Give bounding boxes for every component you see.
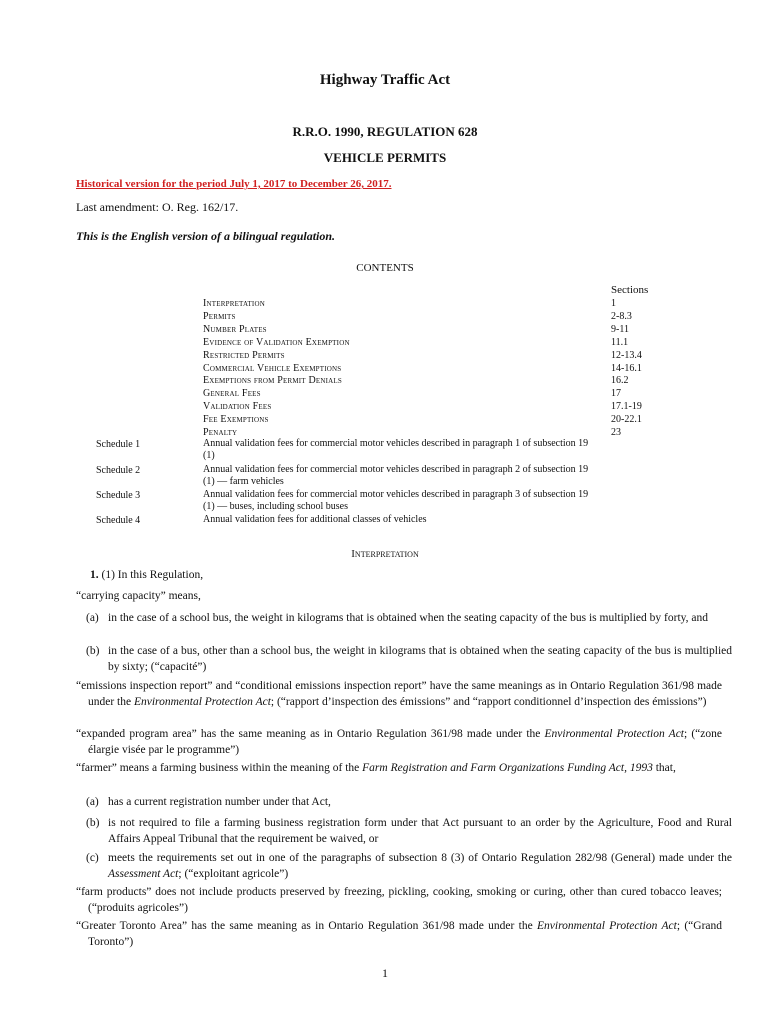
toc-entry-title[interactable]: Interpretation xyxy=(203,298,265,309)
act-name: Environmental Protection Act xyxy=(537,920,677,932)
definition-clause-a xyxy=(86,610,732,626)
toc-entry-title[interactable]: Commercial Vehicle Exemptions xyxy=(203,362,342,374)
farmer-clause-b xyxy=(86,815,732,847)
last-amendment: Last amendment: O. Reg. 162/17. xyxy=(76,200,239,214)
regulation-title: VEHICLE PERMITS xyxy=(323,150,447,165)
toc-entry-sections: 2-8.3 xyxy=(611,310,632,322)
definition-text: that, xyxy=(652,762,676,774)
definition-greater-toronto-area xyxy=(76,918,722,950)
toc-entry-sections: 14-16.1 xyxy=(611,362,642,374)
section-number: 1. xyxy=(90,569,99,581)
definition-text: ; (“zone élargie visée par le programme”) xyxy=(88,728,722,756)
schedule-description[interactable]: Annual validation fees for commercial motor vehicles described in paragraph 2 of subsection 19 (1) — farm vehicles xyxy=(203,464,589,487)
clause-text: ; (“exploitant agricole”) xyxy=(178,868,289,880)
schedule-label[interactable]: Schedule 1 xyxy=(96,439,141,450)
contents-heading: CONTENTS xyxy=(356,262,414,274)
toc-entry-sections: 16.2 xyxy=(611,375,629,387)
definition-carrying-capacity: “carrying capacity” means, xyxy=(76,590,201,602)
definition-expanded-program-area xyxy=(76,726,722,758)
toc-entry-title[interactable]: Permits xyxy=(203,310,236,322)
toc-entry-title[interactable]: Fee Exemptions xyxy=(203,414,269,426)
definition-emissions-report xyxy=(76,678,722,710)
clause-label: (b) xyxy=(86,817,100,829)
page-number: 1 xyxy=(382,966,388,980)
farmer-clause-a xyxy=(86,794,732,810)
bilingual-note: This is the English version of a bilingual regulation. xyxy=(76,229,336,243)
toc-entry-title[interactable]: General Fees xyxy=(203,388,261,400)
regulation-number: R.R.O. 1990, REGULATION 628 xyxy=(292,124,478,139)
definition-text: “farmer” means a farming business within the meaning of the xyxy=(76,762,363,774)
definition-farmer xyxy=(76,760,722,776)
clause-label: (c) xyxy=(86,852,99,864)
definition-text: ; (“rapport d’inspection des émissions” and “rapport conditionnel d’inspection des émissions”) xyxy=(270,696,707,708)
clause-text: meets the requirements set out in one of the paragraphs of subsection 8 (3) of Ontario Regulation 282/98 (General) made under the xyxy=(108,852,732,864)
definition-farm-products: “farm products” does not include products preserved by freezing, pickling, cooking, smoking or curing, other than cured tobacco leaves; (“produits agricoles”) xyxy=(76,886,722,914)
clause-label: (a) xyxy=(86,796,99,808)
schedule-label[interactable]: Schedule 2 xyxy=(96,465,141,476)
toc-entry-sections: 12-13.4 xyxy=(611,349,642,361)
historical-version-link[interactable]: Historical version for the period July 1, 2017 to December 26, 2017. xyxy=(76,178,392,190)
section-1-intro xyxy=(90,567,710,583)
toc-entry-sections: 17.1-19 xyxy=(611,401,642,413)
toc-entry-sections: 23 xyxy=(611,427,621,438)
definition-clause-b xyxy=(86,643,732,675)
farmer-clause-c xyxy=(86,850,732,882)
clause-label: (b) xyxy=(86,645,100,657)
clause-text: is not required to file a farming business registration form under that Act pursuant to an order by the Agriculture, Food and Rural Affairs Appeal Tribunal that the requirement be waived, or xyxy=(108,817,732,845)
act-title: Highway Traffic Act xyxy=(319,72,451,88)
clause-text: has a current registration number under that Act, xyxy=(108,796,331,808)
schedule-description[interactable]: Annual validation fees for commercial motor vehicles described in paragraph 3 of subsection 19 (1) — buses, including school buses xyxy=(203,489,589,512)
clause-text: in the case of a bus, other than a school bus, the weight in kilograms that is obtained when the seating capacity of the bus is multiplied by sixty; (“capacité”) xyxy=(108,645,732,673)
toc-entry-sections: 9-11 xyxy=(611,323,629,335)
section-1-text: (1) In this Regulation, xyxy=(101,569,204,581)
toc-entry-title[interactable]: Restricted Permits xyxy=(203,349,285,361)
act-name: Environmental Protection Act xyxy=(133,696,271,708)
toc-entry-sections: 17 xyxy=(611,388,621,400)
definition-text: “emissions inspection report” and “conditional emissions inspection report” have the same meanings as in Ontario Regulation 361/98 made under the xyxy=(76,680,722,708)
clause-label: (a) xyxy=(86,612,99,624)
interpretation-heading: Interpretation xyxy=(351,548,419,560)
schedule-description[interactable]: Annual validation fees for additional classes of vehicles xyxy=(203,514,427,525)
toc-entry-sections: 1 xyxy=(611,298,616,309)
toc-entry-sections: 20-22.1 xyxy=(611,414,642,426)
schedule-label[interactable]: Schedule 4 xyxy=(96,515,141,526)
toc-entry-sections: 11.1 xyxy=(611,336,629,348)
toc-entry-title[interactable]: Penalty xyxy=(203,427,238,438)
toc-entry-title[interactable]: Validation Fees xyxy=(203,401,272,413)
schedule-label[interactable]: Schedule 3 xyxy=(96,490,141,501)
act-name: Farm Registration and Farm Organizations Funding Act, 1993 xyxy=(362,762,653,774)
act-name: Assessment Act xyxy=(108,868,179,880)
act-name: Environmental Protection Act xyxy=(544,728,684,740)
definition-text: “Greater Toronto Area” has the same meaning as in Ontario Regulation 361/98 made under the xyxy=(76,920,538,932)
toc-entry-title[interactable]: Evidence of Validation Exemption xyxy=(203,336,350,348)
sections-column-header: Sections xyxy=(611,284,649,296)
schedule-description[interactable]: Annual validation fees for commercial motor vehicles described in paragraph 1 of subsection 19 (1) xyxy=(203,438,589,461)
definition-text: ; (“Grand Toronto”) xyxy=(88,920,722,948)
clause-text: in the case of a school bus, the weight in kilograms that is obtained when the seating capacity of the bus is multiplied by forty, and xyxy=(108,612,708,624)
definition-text: “expanded program area” has the same meaning as in Ontario Regulation 361/98 made under the xyxy=(76,728,545,740)
toc-entry-title[interactable]: Exemptions from Permit Denials xyxy=(203,375,342,387)
toc-entry-title[interactable]: Number Plates xyxy=(203,323,267,335)
